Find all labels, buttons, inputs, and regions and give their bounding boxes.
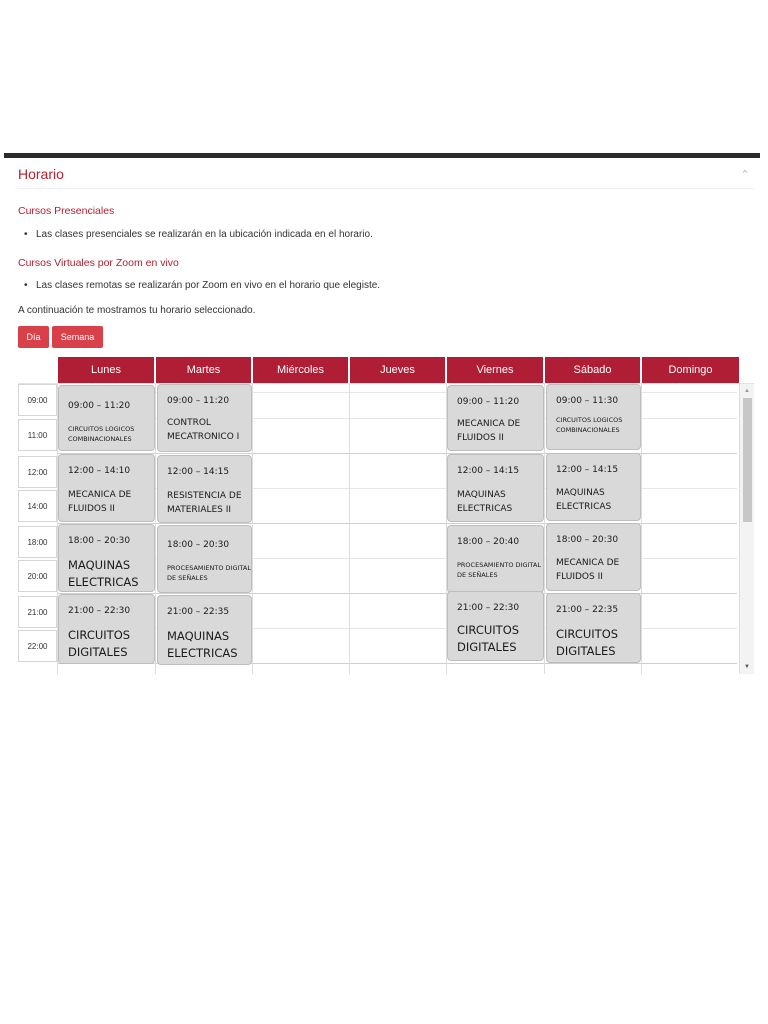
event-card-viernes-1[interactable]	[447, 385, 544, 451]
event-card-viernes-3[interactable]	[447, 525, 544, 593]
event-course: CIRCUITOS LOGICOS COMBINACIONALES	[68, 425, 135, 443]
event-card-lunes-1[interactable]	[58, 385, 155, 451]
event-time: 21:00 – 22:30	[68, 606, 131, 616]
event-card-lunes-3[interactable]	[58, 524, 155, 592]
event-card-viernes-2[interactable]	[447, 454, 544, 522]
event-time: 18:00 – 20:30	[68, 536, 131, 546]
day-header-jueves: Jueves	[350, 357, 445, 383]
event-course: MAQUINAS ELECTRICAS	[167, 629, 238, 660]
event-course: MECANICA DE FLUIDOS II	[68, 490, 132, 514]
event-card-martes-3[interactable]	[157, 525, 252, 593]
event-time: 18:00 – 20:30	[556, 535, 619, 545]
section-heading-presenciales: Cursos Presenciales	[18, 205, 115, 217]
event-time: 21:00 – 22:35	[556, 605, 619, 615]
time-label: 12:00	[18, 456, 57, 488]
time-label: 11:00	[18, 419, 57, 451]
event-card-viernes-4[interactable]	[447, 591, 544, 661]
day-header-lunes: Lunes	[58, 357, 154, 383]
event-card-sabado-2[interactable]	[546, 453, 641, 521]
day-header-martes: Martes	[156, 357, 251, 383]
calendar-scrollbar[interactable]	[740, 384, 754, 674]
day-header-miercoles: Miércoles	[253, 357, 348, 383]
calendar-grid	[18, 383, 754, 674]
weekly-calendar	[18, 357, 754, 677]
event-card-lunes-2[interactable]	[58, 454, 155, 522]
event-course: CONTROL MECATRONICO I	[167, 418, 240, 442]
event-course: MAQUINAS ELECTRICAS	[68, 558, 139, 589]
event-card-martes-4[interactable]	[157, 595, 252, 665]
event-time: 09:00 – 11:30	[556, 396, 619, 406]
event-card-sabado-1[interactable]	[546, 384, 641, 450]
panel-title: Horario	[18, 166, 64, 182]
grid-column-line	[349, 384, 350, 674]
bullet-virtuales: • Las clases remotas se realizarán por Zoom en vivo en el horario que elegiste.	[36, 280, 380, 291]
day-view-button[interactable]: Día	[18, 326, 49, 348]
time-label: 20:00	[18, 560, 57, 592]
event-time: 21:00 – 22:35	[167, 607, 230, 617]
day-header-sabado: Sábado	[545, 357, 640, 383]
event-card-sabado-4[interactable]	[546, 593, 641, 663]
event-time: 21:00 – 22:30	[457, 603, 520, 613]
event-course: RESISTENCIA DE MATERIALES II	[167, 491, 242, 515]
event-course: PROCESAMIENTO DIGITAL DE SEÑALES	[167, 564, 251, 582]
event-course: CIRCUITOS DIGITALES	[68, 628, 131, 659]
scroll-up-arrow-icon[interactable]: ▲	[744, 388, 750, 394]
event-card-martes-1[interactable]	[157, 384, 252, 452]
bullet-presenciales: • Las clases presenciales se realizarán en la ubicación indicada en el horario.	[36, 229, 373, 240]
event-time: 18:00 – 20:30	[167, 540, 230, 550]
title-divider	[18, 188, 754, 189]
time-label: 09:00	[18, 384, 57, 416]
intro-text: A continuación te mostramos tu horario seleccionado.	[18, 305, 256, 316]
week-view-button[interactable]: Semana	[52, 326, 103, 348]
event-time: 09:00 – 11:20	[167, 396, 230, 406]
time-label: 21:00	[18, 596, 57, 628]
event-course: CIRCUITOS DIGITALES	[457, 623, 520, 654]
day-header-viernes: Viernes	[447, 357, 543, 383]
event-course: MAQUINAS ELECTRICAS	[556, 488, 612, 512]
event-course: CIRCUITOS LOGICOS COMBINACIONALES	[556, 416, 623, 434]
event-course: PROCESAMIENTO DIGITAL DE SEÑALES	[457, 561, 541, 579]
event-time: 12:00 – 14:15	[167, 467, 230, 477]
scrollbar-thumb[interactable]	[743, 398, 752, 522]
event-time: 09:00 – 11:20	[68, 401, 131, 411]
scroll-down-arrow-icon[interactable]: ▼	[744, 664, 750, 670]
event-course: CIRCUITOS DIGITALES	[556, 627, 619, 658]
schedule-panel	[4, 158, 760, 678]
event-time: 18:00 – 20:40	[457, 537, 520, 547]
event-time: 12:00 – 14:15	[556, 465, 619, 475]
chevron-up-icon[interactable]: ⌃	[740, 169, 750, 181]
event-time: 12:00 – 14:15	[457, 466, 520, 476]
time-label: 14:00	[18, 490, 57, 522]
event-time: 12:00 – 14:10	[68, 466, 131, 476]
event-card-sabado-3[interactable]	[546, 523, 641, 591]
event-course: MECANICA DE FLUIDOS II	[457, 419, 521, 443]
section-heading-virtuales: Cursos Virtuales por Zoom en vivo	[18, 257, 179, 269]
event-course: MAQUINAS ELECTRICAS	[457, 490, 513, 514]
day-header-domingo: Domingo	[642, 357, 739, 383]
event-course: MECANICA DE FLUIDOS II	[556, 558, 620, 582]
event-time: 09:00 – 11:20	[457, 397, 520, 407]
time-label: 18:00	[18, 526, 57, 558]
event-card-lunes-4[interactable]	[58, 594, 155, 664]
event-card-martes-2[interactable]	[157, 455, 252, 523]
time-label: 22:00	[18, 630, 57, 662]
